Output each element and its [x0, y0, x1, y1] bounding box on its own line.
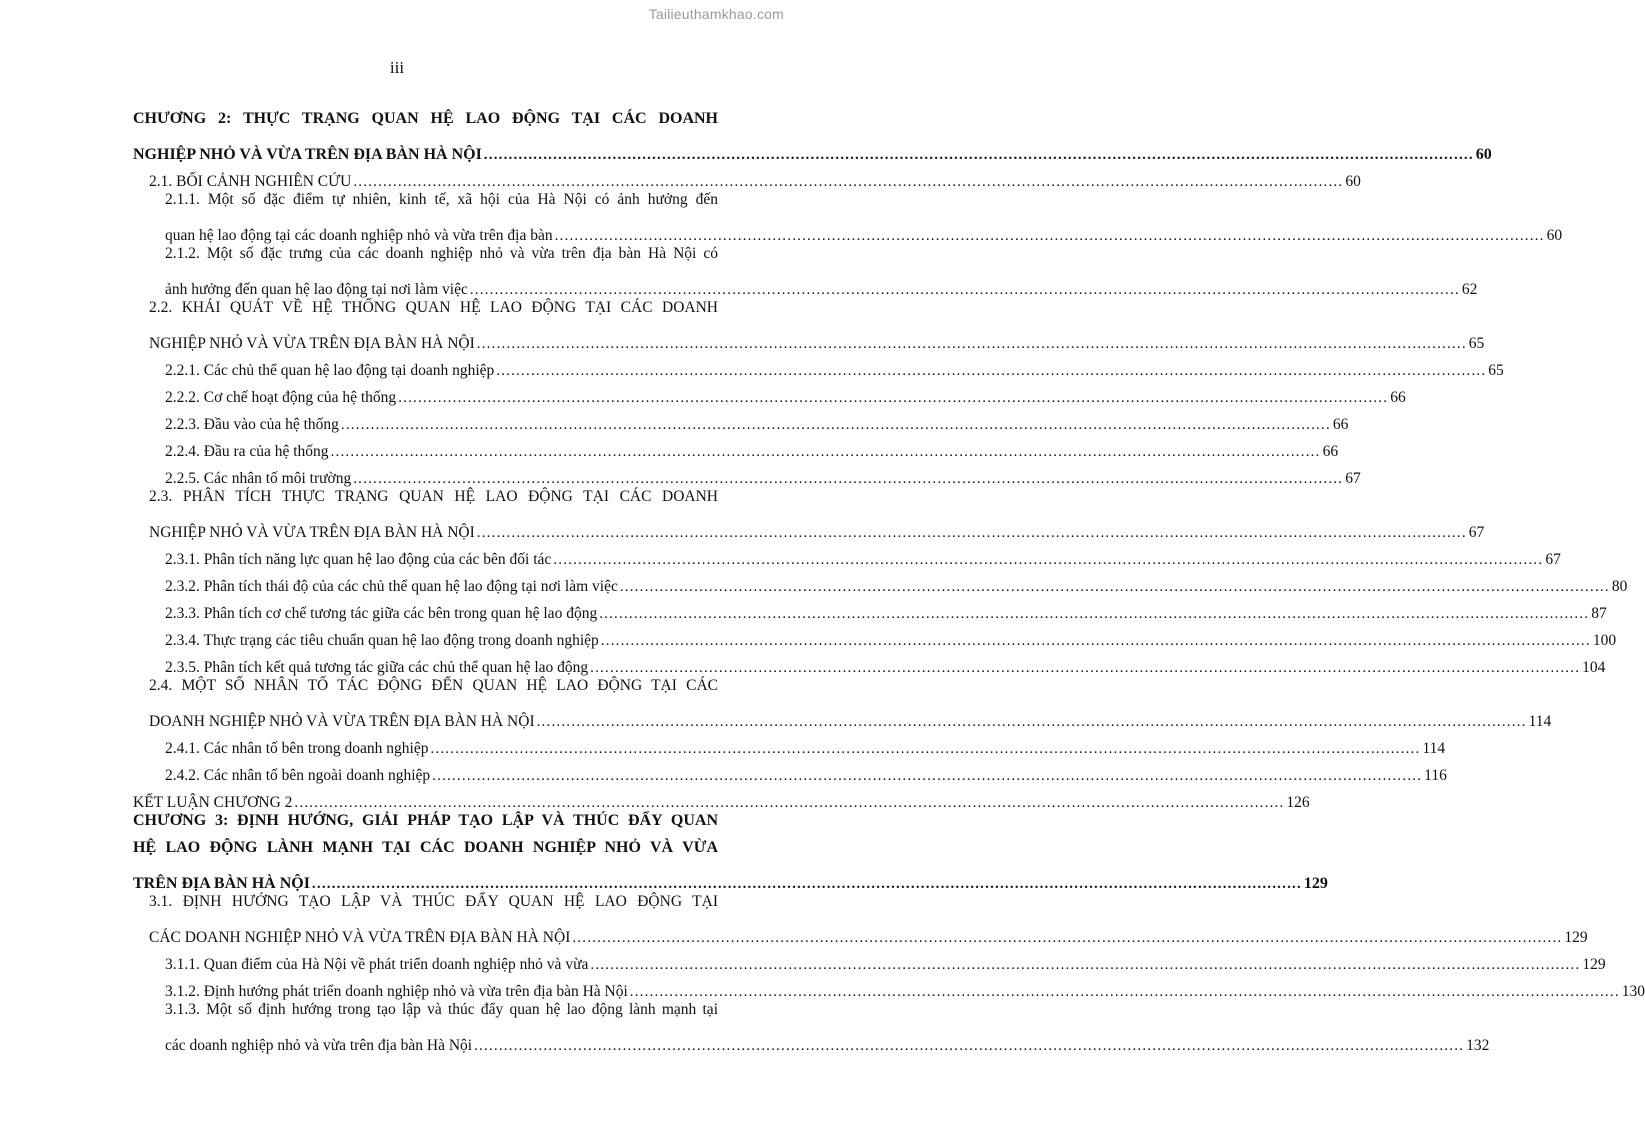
toc-entry[interactable]	[149, 893, 1588, 947]
toc-entry[interactable]	[149, 677, 1552, 731]
toc-entry[interactable]	[165, 1001, 1490, 1055]
dot-leader: ........................................................................................................................................................................................................	[294, 795, 1285, 811]
toc-page-number: 87	[1591, 605, 1607, 622]
toc-entry[interactable]	[165, 191, 1563, 245]
dot-leader: ........................................................................................................................................................................................................	[554, 228, 1545, 244]
toc-page-number: 67	[1345, 470, 1361, 487]
toc-page-number: 116	[1424, 767, 1447, 784]
toc-entry[interactable]	[165, 974, 1645, 1001]
toc-entry-title: ảnh hưởng đến quan hệ lao động tại nơi làm việc	[165, 281, 468, 298]
toc-entry-title: 3.1. ĐỊNH HƯỚNG TẠO LẬP VÀ THÚC ĐẨY QUAN HỆ LAO ĐỘNG TẠI	[149, 893, 718, 910]
dot-leader: ........................................................................................................................................................................................................	[353, 471, 1344, 487]
toc-page-number: 60	[1546, 227, 1563, 244]
toc-entry[interactable]	[165, 650, 1606, 677]
toc-entry-title: 2.3.1. Phân tích năng lực quan hệ lao động của các bên đối tác	[165, 551, 552, 568]
toc-entry-title: 3.1.1. Quan điểm của Hà Nội về phát triển doanh nghiệp nhỏ và vừa	[165, 956, 589, 973]
toc-page-number: 114	[1422, 740, 1446, 757]
toc-entry-title: 2.4.2. Các nhân tố bên ngoài doanh nghiệp	[165, 767, 431, 784]
dot-leader: ........................................................................................................................................................................................................	[590, 957, 1581, 973]
toc-entry[interactable]	[165, 623, 1617, 650]
toc-entry-title: 2.2. KHÁI QUÁT VỀ HỆ THỐNG QUAN HỆ LAO ĐỘNG TẠI CÁC DOANH	[149, 299, 718, 316]
toc-page-number: 129	[1564, 929, 1588, 946]
toc-entry-title: 2.1.1. Một số đặc điểm tự nhiên, kinh tế, xã hội của Hà Nội có ảnh hưởng đến	[165, 191, 718, 208]
toc-entry[interactable]	[165, 353, 1504, 380]
dot-leader: ........................................................................................................................................................................................................	[496, 363, 1487, 379]
toc-page-number: 126	[1286, 794, 1310, 811]
toc-page-number: 66	[1322, 443, 1339, 460]
toc-entry[interactable]	[165, 245, 1478, 299]
toc-entry-title: HỆ LAO ĐỘNG LÀNH MẠNH TẠI CÁC DOANH NGHIỆP NHỎ VÀ VỪA	[133, 839, 718, 856]
toc-entry[interactable]	[149, 164, 1361, 191]
toc-entry[interactable]	[149, 299, 1485, 353]
toc-entry-title: TRÊN ĐỊA BÀN HÀ NỘI	[133, 875, 310, 892]
toc-entry[interactable]	[165, 569, 1628, 596]
toc-entry-title: quan hệ lao động tại các doanh nghiệp nhỏ và vừa trên địa bàn	[165, 227, 553, 244]
page-number: iii	[389, 58, 405, 77]
toc-page-number: 60	[1345, 173, 1361, 190]
toc-entry[interactable]	[149, 488, 1485, 542]
toc-entry-title: 2.4. MỘT SỐ NHÂN TỐ TÁC ĐỘNG ĐẾN QUAN HỆ LAO ĐỘNG TẠI CÁC	[149, 677, 718, 694]
toc-entry-title: 3.1.2. Định hướng phát triển doanh nghiệp nhỏ và vừa trên địa bàn Hà Nội	[165, 983, 628, 1000]
toc-entry[interactable]	[165, 461, 1361, 488]
toc-page-number: 67	[1545, 551, 1561, 568]
toc-entry-title: các doanh nghiệp nhỏ và vừa trên địa bàn Hà Nội	[165, 1037, 473, 1054]
dot-leader: ........................................................................................................................................................................................................	[553, 552, 1544, 568]
toc-entry-title: 2.3.2. Phân tích thái độ của các chủ thể quan hệ lao động tại nơi làm việc	[165, 578, 618, 595]
toc-page-number: 132	[1466, 1037, 1490, 1054]
dot-leader: ........................................................................................................................................................................................................	[432, 768, 1423, 784]
toc-entry[interactable]	[165, 542, 1561, 569]
toc-entry-title: 2.2.3. Đầu vào của hệ thống	[165, 416, 339, 433]
dot-leader: ........................................................................................................................................................................................................	[330, 444, 1321, 460]
dot-leader: ........................................................................................................................................................................................................	[619, 579, 1610, 595]
dot-leader: ........................................................................................................................................................................................................	[572, 930, 1563, 946]
toc-entry-title: 2.3.4. Thực trạng các tiêu chuẩn quan hệ lao động trong doanh nghiệp	[165, 632, 599, 649]
toc-page-number: 130	[1621, 983, 1645, 1000]
dot-leader: ........................................................................................................................................................................................................	[353, 174, 1344, 190]
toc-page-number: 65	[1488, 362, 1504, 379]
toc-page-number: 66	[1332, 416, 1349, 433]
dot-leader: ........................................................................................................................................................................................................	[536, 714, 1527, 730]
dot-leader: ........................................................................................................................................................................................................	[629, 984, 1620, 1000]
dot-leader: ........................................................................................................................................................................................................	[474, 1038, 1465, 1054]
toc-entry-title: 2.3.5. Phân tích kết quả tương tác giữa các chủ thể quan hệ lao động	[165, 659, 589, 676]
watermark: Tailieuthamkhao.com	[648, 6, 784, 22]
toc-page-number: 129	[1303, 875, 1328, 892]
toc-entry[interactable]	[133, 785, 1310, 812]
toc-entry[interactable]	[165, 407, 1349, 434]
toc-entry-title: 3.1.3. Một số định hướng trong tạo lập và thúc đẩy quan hệ lao động lành mạnh tại	[165, 1001, 718, 1018]
toc-entry-title: 2.2.2. Cơ chế hoạt động của hệ thống	[165, 389, 397, 406]
toc-entry[interactable]	[133, 110, 1492, 164]
toc-entry[interactable]	[133, 812, 1328, 893]
toc-entry-title: 2.4.1. Các nhân tố bên trong doanh nghiệp	[165, 740, 429, 757]
toc-entry-title: 2.3.3. Phân tích cơ chế tương tác giữa các bên trong quan hệ lao động	[165, 605, 598, 622]
dot-leader: ........................................................................................................................................................................................................	[398, 390, 1389, 406]
dot-leader: ........................................................................................................................................................................................................	[599, 606, 1590, 622]
dot-leader: ........................................................................................................................................................................................................	[590, 660, 1581, 676]
dot-leader: ........................................................................................................................................................................................................	[430, 741, 1421, 757]
toc-entry-title: 2.2.4. Đầu ra của hệ thống	[165, 443, 329, 460]
toc-entry-title: 2.2.5. Các nhân tố môi trường	[165, 470, 352, 487]
toc-entry-title: NGHIỆP NHỎ VÀ VỪA TRÊN ĐỊA BÀN HÀ NỘI	[149, 335, 475, 352]
toc-entry[interactable]	[165, 380, 1406, 407]
toc-entry[interactable]	[165, 434, 1339, 461]
dot-leader: ........................................................................................................................................................................................................	[476, 525, 1467, 541]
toc-page-number: 67	[1468, 524, 1485, 541]
toc-entry-title: CÁC DOANH NGHIỆP NHỎ VÀ VỪA TRÊN ĐỊA BÀN HÀ NỘI	[149, 929, 571, 946]
toc-page-number: 80	[1611, 578, 1628, 595]
toc-entry-title: CHƯƠNG 2: THỰC TRẠNG QUAN HỆ LAO ĐỘNG TẠI CÁC DOANH	[133, 110, 718, 127]
toc-page-number: 104	[1582, 659, 1606, 676]
toc-entry[interactable]	[165, 731, 1446, 758]
dot-leader: ........................................................................................................................................................................................................	[340, 417, 1331, 433]
toc-entry[interactable]	[165, 596, 1607, 623]
toc-entry[interactable]	[165, 758, 1447, 785]
dot-leader: ........................................................................................................................................................................................................	[483, 147, 1474, 163]
toc-page-number: 114	[1528, 713, 1552, 730]
toc-entry-title: CHƯƠNG 3: ĐỊNH HƯỚNG, GIẢI PHÁP TẠO LẬP VÀ THÚC ĐẨY QUAN	[133, 812, 718, 829]
toc-entry-title: NGHIỆP NHỎ VÀ VỪA TRÊN ĐỊA BÀN HÀ NỘI	[149, 524, 475, 541]
toc-page-number: 100	[1592, 632, 1617, 649]
dot-leader: ........................................................................................................................................................................................................	[311, 876, 1302, 892]
dot-leader: ........................................................................................................................................................................................................	[469, 282, 1460, 298]
toc-entry-title: 2.3. PHÂN TÍCH THỰC TRẠNG QUAN HỆ LAO ĐỘNG TẠI CÁC DOANH	[149, 488, 718, 505]
dot-leader: ........................................................................................................................................................................................................	[476, 336, 1467, 352]
toc-entry[interactable]	[165, 947, 1606, 974]
toc-entry-title: 2.1. BỐI CẢNH NGHIÊN CỨU	[149, 173, 352, 190]
toc-entry-title: KẾT LUẬN CHƯƠNG 2	[133, 794, 293, 811]
toc-entry-title: 2.2.1. Các chủ thể quan hệ lao động tại doanh nghiệp	[165, 362, 495, 379]
toc-page-number: 65	[1468, 335, 1485, 352]
dot-leader: ........................................................................................................................................................................................................	[600, 633, 1591, 649]
toc-page-number: 66	[1390, 389, 1406, 406]
toc-page-number: 129	[1582, 956, 1606, 973]
toc-entry-title: 2.1.2. Một số đặc trưng của các doanh nghiệp nhỏ và vừa trên địa bàn Hà Nội có	[165, 245, 718, 262]
toc-entry-title: DOANH NGHIỆP NHỎ VÀ VỪA TRÊN ĐỊA BÀN HÀ NỘI	[149, 713, 535, 730]
toc-page-number: 60	[1475, 146, 1492, 163]
toc-page-number: 62	[1461, 281, 1478, 298]
toc-entry-title: NGHIỆP NHỎ VÀ VỪA TRÊN ĐỊA BÀN HÀ NỘI	[133, 146, 482, 163]
